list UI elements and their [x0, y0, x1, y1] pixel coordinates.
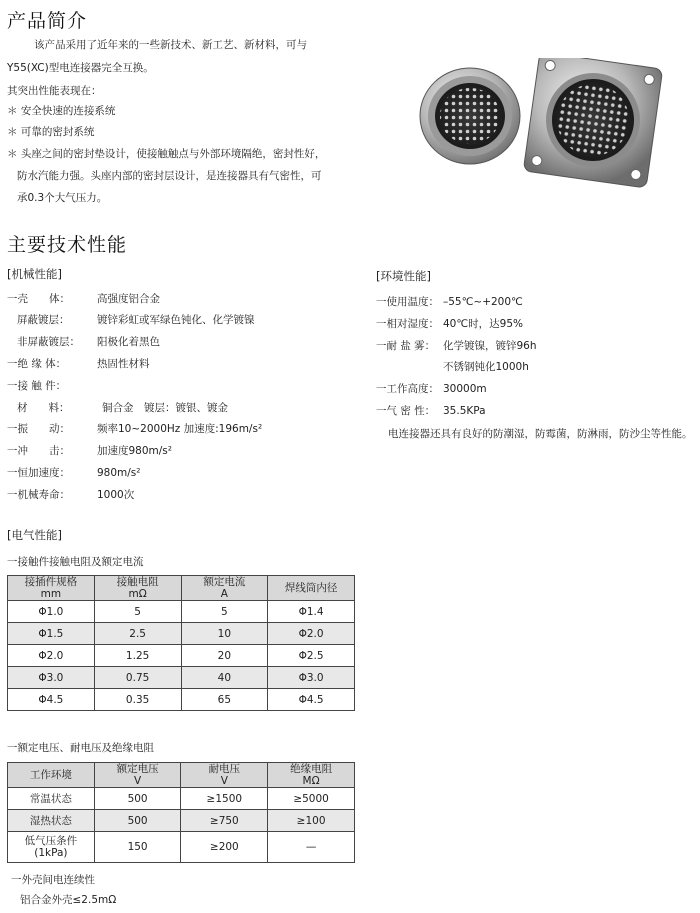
mech-label: 非屏蔽镀层： — [17, 336, 80, 348]
intro-line: 该产品采用了近年来的一些新技术、新工艺、新材料，可与 — [34, 39, 307, 51]
mech-value: 高强度铝合金 — [97, 293, 160, 305]
env-label: 一气 密 性： — [376, 405, 436, 417]
env-label: 一耐 盐 雾： — [376, 340, 436, 352]
env-value: 不锈钢钝化1000h — [443, 361, 529, 373]
mech-value: 热固性材料 — [97, 358, 150, 370]
intro-title: 产品简介 — [7, 10, 88, 32]
mech-value: 镀锌彩虹或军绿色钝化、化学镀镍 — [97, 314, 255, 326]
env-value: 35.5KPa — [443, 405, 486, 417]
table-row: Φ4.5 0.35 65 Φ4.5 — [8, 689, 355, 711]
table-row: 低气压条件 (1kPa) 150 ≥200 — — [8, 832, 355, 863]
mech-label: 一接 触 件： — [7, 380, 67, 392]
env-value: –55℃~+200℃ — [443, 296, 523, 308]
mech-value: 频率10~2000Hz 加速度:196m/s² — [97, 423, 263, 435]
mech-label: 一恒加速度： — [7, 467, 70, 479]
mech-label: 一机械寿命： — [7, 489, 70, 501]
intro-line: Y55(XC)型电连接器完全互换。 — [7, 62, 154, 74]
table-header-row — [8, 576, 355, 601]
feature-item: ＊ 可靠的密封系统 — [7, 126, 95, 138]
voltage-table — [7, 762, 355, 863]
header-cell: 耐电压 V — [181, 763, 268, 788]
mech-label: 一振 动： — [7, 423, 70, 435]
header-cell: 绝缘电阻 MΩ — [268, 763, 355, 788]
continuity-value: 铝合金外壳≤2.5mΩ — [20, 894, 117, 906]
table2-caption: 一额定电压、耐电压及绝缘电阻 — [7, 742, 154, 754]
feature-item-cont: 承0.3个大气压力。 — [17, 192, 108, 204]
header-cell: 接触电阻 mΩ — [94, 576, 181, 601]
env-note: 电连接器还具有良好的防潮湿，防霉菌，防淋雨，防沙尘等性能。 — [388, 428, 693, 440]
env-value: 40℃时，达95% — [443, 318, 523, 330]
mech-label: 一绝 缘 体： — [7, 358, 67, 370]
header-cell: 接插件规格 mm — [8, 576, 95, 601]
table-row: Φ1.5 2.5 10 Φ2.0 — [8, 623, 355, 645]
env-heading: [环境性能] — [376, 269, 431, 283]
mech-label: 屏蔽镀层： — [17, 314, 70, 326]
tech-title: 主要技术性能 — [7, 234, 128, 256]
table1-caption: 一接触件接触电阻及额定电流 — [7, 556, 144, 568]
mech-value: 1000次 — [97, 489, 135, 501]
header-cell: 额定电压 V — [94, 763, 181, 788]
connector-photo — [408, 58, 670, 198]
feature-item: ＊ 安全快速的连接系统 — [7, 105, 116, 117]
contact-resistance-table — [7, 575, 355, 711]
env-value: 化学镀镍，镀锌96h — [443, 340, 537, 352]
mech-label: 一壳 体： — [7, 293, 70, 305]
intro-line: 其突出性能表现在： — [7, 85, 102, 97]
header-cell: 额定电流 A — [181, 576, 268, 601]
round-plug-image — [420, 68, 520, 164]
mech-label: 一冲 击： — [7, 445, 70, 457]
mech-value: 铜合金 镀层：镀银、镀金 — [102, 402, 228, 414]
table-row: Φ2.0 1.25 20 Φ2.5 — [8, 645, 355, 667]
square-receptacle-image — [523, 58, 662, 188]
mech-value: 阳极化着黑色 — [97, 336, 160, 348]
table-row: 湿热状态 500 ≥750 ≥100 — [8, 810, 355, 832]
env-label: 一工作高度： — [376, 383, 439, 395]
feature-item: ＊ 头座之间的密封垫设计，使接触触点与外部环境隔绝，密封性好， — [7, 148, 326, 160]
table-row: Φ3.0 0.75 40 Φ3.0 — [8, 667, 355, 689]
table-header-row — [8, 763, 355, 788]
elec-heading: [电气性能] — [7, 528, 62, 542]
env-label: 一相对湿度： — [376, 318, 439, 330]
header-cell: 工作环境 — [8, 763, 95, 788]
mech-value: 980m/s² — [97, 467, 141, 479]
mech-heading: [机械性能] — [7, 267, 62, 281]
mech-label: 材 料： — [17, 402, 70, 414]
mech-value: 加速度980m/s² — [97, 445, 172, 457]
env-value: 30000m — [443, 383, 487, 395]
env-label: 一使用温度： — [376, 296, 439, 308]
table-row: 常温状态 500 ≥1500 ≥5000 — [8, 788, 355, 810]
feature-item-cont: 防水汽能力强。头座内部的密封层设计，是连接器具有气密性，可 — [17, 170, 322, 182]
continuity-title: 一外壳间电连续性 — [11, 874, 95, 886]
table-row: Φ1.0 5 5 Φ1.4 — [8, 601, 355, 623]
header-cell: 焊线筒内径 — [268, 576, 355, 601]
